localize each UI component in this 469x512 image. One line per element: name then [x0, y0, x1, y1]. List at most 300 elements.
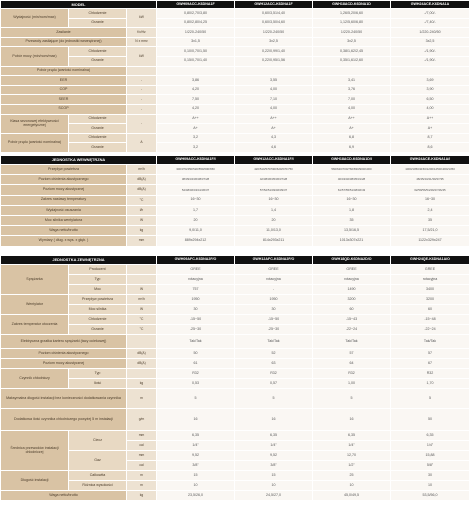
cell-value: -/1,90/-: [391, 56, 469, 66]
cell-value: 3,90: [391, 85, 469, 95]
cell-value: 7,00: [313, 95, 391, 105]
cell-value: rotacyjna: [391, 275, 469, 285]
cell-value: GREE: [157, 265, 235, 275]
row-label: EER: [1, 76, 127, 86]
cell-value: 0,57: [235, 379, 313, 389]
cell-value: [157, 66, 235, 76]
cell-value: -25~30: [157, 325, 235, 335]
row-unit: m³/h: [127, 295, 157, 305]
cell-value: 4,3: [235, 133, 313, 143]
cell-value: 1122x329x247: [391, 236, 469, 246]
row-label: Pobór prądu (wartość nominalna): [1, 133, 69, 152]
model-name: GWH24QE-K6DNA1A/O: [391, 256, 469, 265]
cell-value: R32: [391, 369, 469, 379]
row-unit: dB(A): [127, 349, 157, 359]
row-label: SEER: [1, 95, 127, 105]
cell-value: 3,69: [391, 76, 469, 86]
row-sublabel: Typ: [69, 275, 127, 285]
row-unit: kW: [127, 9, 157, 28]
cell-value: 0,22/0,95/1,56: [235, 56, 313, 66]
row-sublabel: Przepływ powietrza: [69, 295, 127, 305]
cell-value: 8,7: [391, 133, 469, 143]
row-label: Waga netto/brutto: [1, 226, 127, 236]
cell-value: 560/620/700/760/830/900/1000: [313, 165, 391, 175]
row-unit: m: [127, 481, 157, 491]
table-row: [1, 379, 469, 389]
table-row: [1, 409, 469, 431]
table-row: [1, 236, 469, 246]
table-row: [1, 28, 469, 38]
cell-value: -/7,00/-: [391, 9, 469, 19]
row-unit: W: [127, 285, 157, 295]
table-row: [1, 104, 469, 114]
cell-value: 64: [313, 359, 391, 369]
cell-value: 61: [157, 359, 235, 369]
cell-value: 5: [313, 389, 391, 409]
table-row: [1, 185, 469, 195]
row-label: Przewody zasilające (do jednostki wewnętrznej): [1, 37, 127, 47]
cell-value: 13,5/16,5: [313, 226, 391, 236]
table-row: [1, 471, 469, 481]
cell-value: 15: [157, 471, 235, 481]
row-sublabel: Grzanie: [69, 18, 127, 28]
table-row: [1, 56, 469, 66]
cell-value: 3/8": [235, 461, 313, 471]
model-header-title: MODEL: [1, 1, 157, 9]
cell-value: 1,26/5,20/6,60: [313, 9, 391, 19]
cell-value: R32: [157, 369, 235, 379]
row-unit: kg: [127, 379, 157, 389]
cell-value: Tak/Tak: [235, 335, 313, 349]
cell-value: Tak/Tak: [391, 335, 469, 349]
cell-value: 1,70: [391, 379, 469, 389]
cell-value: 0,10/0,70/1,50: [157, 47, 235, 57]
model-header-row: [1, 1, 469, 9]
model-name: GWH18ACD-K6DNA1D: [313, 1, 391, 9]
row-sublabel: Grzanie: [69, 325, 127, 335]
row-sublabel: Chłodzenie: [69, 315, 127, 325]
cell-value: 15: [235, 471, 313, 481]
row-unit: -: [127, 114, 157, 133]
model-name: GWH09ACC-K6DNA1F: [157, 1, 235, 9]
row-label: Wydajność osuszania: [1, 205, 127, 215]
table-row: [1, 359, 469, 369]
cell-value: 1013x307x221: [313, 236, 391, 246]
cell-value: 0,80/2,80/4,25: [157, 18, 235, 28]
row-sublabel: Chłodzenie: [69, 47, 127, 57]
table-row: [1, 165, 469, 175]
row-unit: dB(A): [127, 185, 157, 195]
row-label: Sprężarka: [1, 265, 69, 295]
cell-value: 61/57/55/51/48/46/43: [313, 185, 391, 195]
cell-value: 9,0/11,0: [157, 226, 235, 236]
table-row: [1, 325, 469, 335]
cell-value: 45,0/49,5: [313, 491, 391, 501]
row-unit: N x mm²: [127, 37, 157, 47]
cell-value: 0,35/1,61/2,60: [313, 56, 391, 66]
table-row: [1, 335, 469, 349]
cell-value: 4,00: [235, 104, 313, 114]
table-row: [1, 114, 469, 124]
cell-value: 0,60/3,51/4,40: [235, 9, 313, 19]
row-sublabel: Chłodzenie: [69, 133, 127, 143]
row-label: Średnica przewodów instalacji chłodniczej: [1, 431, 69, 471]
cell-value: 10: [313, 481, 391, 491]
row-unit: °C: [127, 315, 157, 325]
cell-value: 16: [235, 409, 313, 431]
cell-value: 0,60/3,50/4,60: [235, 18, 313, 28]
cell-value: [313, 66, 391, 76]
cell-value: -22~24: [391, 325, 469, 335]
row-unit: dB(A): [127, 359, 157, 369]
row-label: COP: [1, 85, 127, 95]
row-unit: cal: [127, 441, 157, 451]
row-unit: -: [127, 85, 157, 95]
row-label: Wentylator: [1, 295, 69, 315]
row-unit: -: [127, 104, 157, 114]
table-row: [1, 215, 469, 225]
row-unit: g/m: [127, 409, 157, 431]
row-unit: W: [127, 215, 157, 225]
model-name: GWH09AFC-K6DNA2F/O: [157, 256, 235, 265]
table-row: [1, 9, 469, 19]
row-unit: f/v/Hz: [127, 28, 157, 38]
cell-value: 54/48/46/43/41/36/37: [157, 185, 235, 195]
cell-value: 3,86: [157, 76, 235, 86]
cell-value: 1950: [157, 295, 235, 305]
cell-value: 1,12/5,60/6,80: [313, 18, 391, 28]
cell-value: [235, 66, 313, 76]
row-unit: l/h: [127, 205, 157, 215]
cell-value: 3x2,5: [313, 37, 391, 47]
cell-value: 57: [391, 349, 469, 359]
cell-value: 1/220-240/50: [313, 28, 391, 38]
cell-value: Tak/Tak: [157, 335, 235, 349]
row-label: Wymiary ( dług. x wys. x głęb. ): [1, 236, 127, 246]
cell-value: 16~30: [313, 195, 391, 205]
cell-value: 814x293x211: [235, 236, 313, 246]
row-label: Pobór prądu (wartość nominalna): [1, 66, 127, 76]
cell-value: 60: [391, 305, 469, 315]
row-unit: W: [127, 305, 157, 315]
indoor-unit-table: [0, 155, 469, 247]
row-sublabel: Grzanie: [69, 124, 127, 134]
cell-value: GREE: [391, 265, 469, 275]
cell-value: 1/220-240/50: [157, 28, 235, 38]
row-unit: kg: [127, 491, 157, 501]
indoor-header-row: [1, 156, 469, 165]
table-row: [1, 47, 469, 57]
row-unit: m: [127, 471, 157, 481]
cell-value: 10: [235, 481, 313, 491]
row-sublabel: Ilość: [69, 379, 127, 389]
row-label: Maksymalna długość instalacji bez konieczności dodatkowania czynnika: [1, 389, 127, 409]
cell-value: 1,4: [235, 205, 313, 215]
cell-value: A++: [235, 114, 313, 124]
cell-value: 0,80/2,70/3,80: [157, 9, 235, 19]
row-unit: m³/h: [127, 165, 157, 175]
row-label: Zakres nastawy temperatury: [1, 195, 127, 205]
table-row: [1, 349, 469, 359]
row-unit: cal: [127, 461, 157, 471]
table-row: [1, 491, 469, 501]
row-unit: [127, 335, 157, 349]
table-row: [1, 295, 469, 305]
cell-value: 300/370/450/520/550/600/650: [157, 165, 235, 175]
cell-value: 5: [391, 389, 469, 409]
cell-value: 3,2: [157, 133, 235, 143]
cell-value: A+: [235, 124, 313, 134]
row-sublabel: Typ: [69, 369, 127, 379]
cell-value: A+: [157, 124, 235, 134]
cell-value: 24,5/27,0: [235, 491, 313, 501]
cell-value: 6,35: [235, 431, 313, 441]
row-sublabel: Moc: [69, 285, 127, 295]
cell-value: rotacyjna: [157, 275, 235, 285]
row-unit: [127, 275, 157, 285]
cell-value: 10: [157, 481, 235, 491]
row-label: Waga netto/brutto: [1, 491, 127, 501]
cell-value: 57/52/51/49/46/39/37: [235, 185, 313, 195]
cell-value: -15~50: [157, 315, 235, 325]
cell-value: 16~30: [391, 195, 469, 205]
table-row: [1, 133, 469, 143]
cell-value: 30: [235, 305, 313, 315]
outdoor-header-title: JEDNOSTKA ZEWNĘTRZNA: [1, 256, 157, 265]
cell-value: 12,70: [313, 451, 391, 461]
table-row: [1, 95, 469, 105]
model-name: GWH12ACC-K6DNA1F: [235, 1, 313, 9]
cell-value: 52: [235, 349, 313, 359]
row-unit: [127, 66, 157, 76]
cell-value: 20: [235, 215, 313, 225]
row-sublabel: Moc silnika: [69, 305, 127, 315]
cell-value: 1/220-240/50: [391, 28, 469, 38]
cell-value: [391, 66, 469, 76]
table-row: [1, 195, 469, 205]
cell-value: 7,10: [235, 95, 313, 105]
row-unit: dB(A): [127, 175, 157, 185]
cell-value: 3200: [391, 295, 469, 305]
cell-value: 17,5/21,0: [391, 226, 469, 236]
cell-value: -15~43: [313, 315, 391, 325]
cell-value: 1,7: [157, 205, 235, 215]
cell-value: 4,00: [391, 104, 469, 114]
model-name: GWH24ACE-K6DNA1A: [391, 1, 469, 9]
table-row: [1, 226, 469, 236]
cell-value: 7,50: [157, 95, 235, 105]
cell-value: 35: [391, 215, 469, 225]
row-label: Zasilanie: [1, 28, 127, 38]
cell-value: 3,2: [157, 143, 235, 153]
row-unit: °C: [127, 195, 157, 205]
table-row: [1, 431, 469, 441]
table-row: [1, 124, 469, 134]
cell-value: rotacyjna: [235, 275, 313, 285]
row-unit: kW: [127, 47, 157, 66]
row-sublabel: Producent: [69, 265, 127, 275]
cell-value: 20: [157, 215, 235, 225]
cell-value: -22~24: [313, 325, 391, 335]
model-name: GWH18QD-K6DNA2D/O: [313, 256, 391, 265]
table-row: [1, 451, 469, 461]
cell-value: A+: [313, 124, 391, 134]
cell-value: 757: [157, 285, 235, 295]
row-sublabel: Chłodzenie: [69, 114, 127, 124]
cell-value: 420/510/570/590/620/670/750: [235, 165, 313, 175]
model-name: GWH12ACC-K6DNA1F/I: [235, 156, 313, 165]
cell-value: 57: [313, 349, 391, 359]
cell-value: -15~50: [235, 315, 313, 325]
row-sublabel: Chłodzenie: [69, 9, 127, 19]
row-label: Długość instalacji: [1, 471, 69, 491]
table-row: [1, 481, 469, 491]
cell-value: 16~30: [235, 195, 313, 205]
cell-value: 1/220-240/50: [235, 28, 313, 38]
cell-value: GREE: [313, 265, 391, 275]
row-label: Dodatkowa ilość czynnika chłodniczego powyżej 5 m instalacji: [1, 409, 127, 431]
row-label: Poziom mocy akustycznej: [1, 359, 127, 369]
table-row: [1, 265, 469, 275]
row-unit: kg: [127, 226, 157, 236]
table-row: [1, 275, 469, 285]
cell-value: -/7,40/-: [391, 18, 469, 28]
cell-value: 1490: [313, 285, 391, 295]
row-sublabel: Różnica wysokości: [69, 481, 127, 491]
cell-value: 30: [157, 305, 235, 315]
cell-value: Tak/Tak: [313, 335, 391, 349]
cell-value: 10: [391, 481, 469, 491]
cell-value: 1/2": [313, 461, 391, 471]
row-unit: mm: [127, 431, 157, 441]
cell-value: A+: [391, 124, 469, 134]
row-unit: [127, 265, 157, 275]
row-label: Pobór mocy (min/nom/max): [1, 47, 69, 66]
cell-value: 42/38/36/35/36/37/28: [235, 175, 313, 185]
indoor-header-title: JEDNOSTKA WEWNĘTRZNA: [1, 156, 157, 165]
cell-value: 3x1,5: [157, 37, 235, 47]
row-label: Klasa sezonowej efektywności energetycznej: [1, 114, 69, 133]
cell-value: 6,8: [313, 133, 391, 143]
cell-value: 6,35: [157, 431, 235, 441]
row-label: Przepływ powietrza: [1, 165, 127, 175]
cell-value: 3,76: [313, 85, 391, 95]
cell-value: 23,5/26,0: [157, 491, 235, 501]
cell-value: 1/4": [157, 441, 235, 451]
model-table: [0, 0, 469, 153]
row-label: SCOP: [1, 104, 127, 114]
cell-value: 8,6: [391, 143, 469, 153]
cell-value: 2,4: [391, 205, 469, 215]
cell-value: 4,00: [313, 104, 391, 114]
cell-value: 48/45/43/41/39/37/35: [391, 175, 469, 185]
cell-value: 6,50: [391, 95, 469, 105]
row-unit: -: [127, 76, 157, 86]
model-name: GWH09ACC-K6DNA1F/I: [157, 156, 235, 165]
cell-value: 5: [235, 389, 313, 409]
cell-value: 50: [391, 409, 469, 431]
cell-value: 1950: [235, 295, 313, 305]
row-label: Elektryczna grzałka karteru sprężarki (tacy ociekowej): [1, 335, 127, 349]
cell-value: 1/4": [235, 441, 313, 451]
cell-value: 16: [313, 409, 391, 431]
cell-value: 6,35: [391, 431, 469, 441]
cell-value: -15~48: [391, 315, 469, 325]
cell-value: 1000/1050/1150/1200/1250/1300/1350: [391, 165, 469, 175]
cell-value: 11,0/13,0: [235, 226, 313, 236]
model-name: GWH18ACD-K6DNA1D/I: [313, 156, 391, 165]
row-label: Zakres temperatur otoczenia: [1, 315, 69, 335]
row-unit: [127, 369, 157, 379]
row-unit: mm: [127, 236, 157, 246]
cell-value: 3,41: [313, 76, 391, 86]
outdoor-header-row: [1, 256, 469, 265]
cell-value: R32: [235, 369, 313, 379]
cell-value: 15,88: [391, 451, 469, 461]
row-label: Moc silnika wentylatora: [1, 215, 127, 225]
table-row: [1, 315, 469, 325]
cell-value: 5/8": [391, 461, 469, 471]
cell-value: 62/59/56/54/49/47/46/45: [391, 185, 469, 195]
outdoor-unit-table: [0, 255, 469, 501]
cell-value: 16~30: [157, 195, 235, 205]
row-sublabel: Ciecz: [69, 431, 127, 451]
cell-value: A++: [391, 114, 469, 124]
cell-value: 4,00: [235, 85, 313, 95]
cell-value: 5: [157, 389, 235, 409]
cell-value: 35: [313, 215, 391, 225]
cell-value: 25: [313, 471, 391, 481]
cell-value: 1,8: [313, 205, 391, 215]
cell-value: -: [235, 285, 313, 295]
row-sublabel: Grzanie: [69, 56, 127, 66]
cell-value: 30: [391, 471, 469, 481]
row-unit: -: [127, 95, 157, 105]
cell-value: 0,38/1,62/2,45: [313, 47, 391, 57]
cell-value: A++: [313, 114, 391, 124]
cell-value: 38/39/34/36/38/37/28: [157, 175, 235, 185]
cell-value: rotacyjna: [313, 275, 391, 285]
table-row: [1, 66, 469, 76]
cell-value: 0,22/0,99/1,40: [235, 47, 313, 57]
table-row: [1, 143, 469, 153]
cell-value: A++: [157, 114, 235, 124]
cell-value: 0,53: [157, 379, 235, 389]
cell-value: 67: [391, 359, 469, 369]
cell-value: 6,35: [313, 431, 391, 441]
cell-value: 1,00: [313, 379, 391, 389]
cell-value: 16: [157, 409, 235, 431]
cell-value: 3400: [391, 285, 469, 295]
cell-value: 9,52: [157, 451, 235, 461]
cell-value: 6,9: [313, 143, 391, 153]
table-row: [1, 85, 469, 95]
row-label: Wydajność (min/nom/max): [1, 9, 69, 28]
table-row: [1, 37, 469, 47]
row-unit: A: [127, 133, 157, 152]
table-row: [1, 18, 469, 28]
cell-value: 1/4": [313, 441, 391, 451]
row-label: Czynnik chłodniczy: [1, 369, 69, 389]
row-sublabel: Grzanie: [69, 143, 127, 153]
row-label: Poziom ciśnienia akustycznego: [1, 175, 127, 185]
cell-value: -/1,90/-: [391, 47, 469, 57]
table-row: [1, 389, 469, 409]
table-row: [1, 305, 469, 315]
table-row: [1, 285, 469, 295]
cell-value: 4,6: [235, 143, 313, 153]
cell-value: 3/8": [157, 461, 235, 471]
